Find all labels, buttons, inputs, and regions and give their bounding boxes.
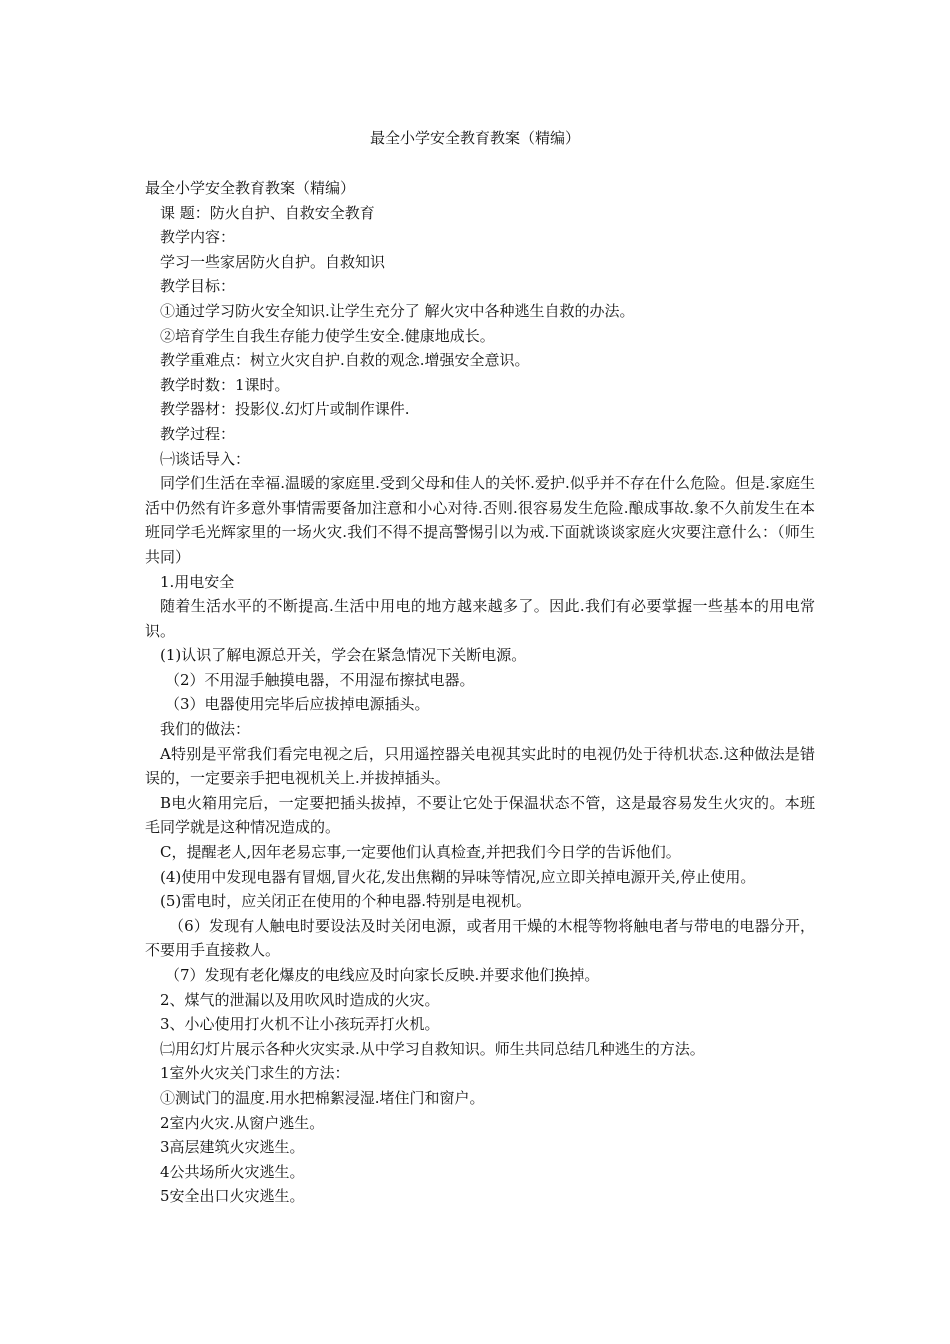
text-line: ㈡用幻灯片展示各种火灾实录.从中学习自救知识。师生共同总结几种逃生的方法。 [160,1039,705,1058]
text-line: (5)雷电时，应关闭正在使用的个种电器.特别是电视机。 [160,892,532,911]
text-line: ②培育学生自我生存能力使学生安全.健康地成长。 [160,326,495,345]
text-line: 教学器材：投影仪.幻灯片或制作课件. [160,400,410,419]
text-line: 最全小学安全教育教案（精编） [145,179,356,197]
text-line: （7）发现有老化爆皮的电线应及时向家长反映.并要求他们换掉。 [165,966,600,984]
text-line: 3高层建筑火灾逃生。 [160,1138,305,1157]
text-line [145,1209,815,1234]
text-line: 2室内火灾.从窗户逃生。 [160,1113,325,1132]
page-title: 最全小学安全教育教案（精编） [369,129,580,147]
text-line: 学习一些家居防火自护。自救知识 [160,252,386,271]
text-line: 教学目标： [160,277,236,296]
text-line: 2、煤气的泄漏以及用吹风时造成的火灾。 [160,990,440,1009]
text-line: 3、小心使用打火机不让小孩玩弄打火机。 [160,1015,440,1034]
text-line: C，提醒老人,因年老易忘事,一定要他们认真检查,并把我们今日学的告诉他们。 [160,843,681,862]
text-line: 课 题：防火自护、自救安全教育 [160,203,375,222]
text-line: 教学重难点：树立火灾自护.自救的观念.增强安全意识。 [160,351,530,370]
text-line: 教学时数：1课时。 [160,375,290,394]
text-line: ㈠谈话导入： [160,449,251,468]
paragraph: 随着生活水平的不断提高.生活中用电的地方越来越多了。因此.我们有必要掌握一些基本的用电常识。 [145,597,815,640]
text-line: 我们的做法： [160,720,251,739]
text-line: (4)使用中发现电器有冒烟,冒火花,发出焦糊的异味等情况,应立即关掉电源开关,停止使用。 [160,867,756,886]
text-line: （3）电器使用完毕后应拔掉电源插头。 [165,695,430,714]
text-line: 5安全出口火灾逃生。 [160,1187,305,1206]
text-line: ①通过学习防火安全知识.让学生充分了 解火灾中各种逃生自救的办法。 [160,301,635,320]
paragraph: A特别是平常我们看完电视之后，只用遥控器关电视其实此时的电视仍处于待机状态.这种做法是错误的，一定要亲手把电视机关上.并拔掉插头。 [145,744,815,788]
text-line: 1.用电安全 [160,572,235,591]
paragraph: B电火箱用完后，一定要把插头拔掉，不要让它处于保温状态不管，这是最容易发生火灾的。本班毛同学就是这种情况造成的。 [145,793,815,837]
text-line: 4公共场所火灾逃生。 [160,1162,305,1181]
text-line: 教学内容： [160,228,236,247]
text-line: (1)认识了解电源总开关，学会在紧急情况下关断电源。 [160,646,527,665]
paragraph: （6）发现有人触电时要设法及时关闭电源，或者用干燥的木棍等物将触电者与带电的电器分开，不要用手直接救人。 [145,916,815,960]
document-body [145,176,815,1234]
text-line: （2）不用湿手触摸电器，不用湿布擦拭电器。 [165,670,475,689]
text-line: ①测试门的温度.用水把棉絮浸湿.堵住门和窗户。 [160,1088,485,1107]
paragraph: 同学们生活在幸福.温暖的家庭里.受到父母和佳人的关怀.爱护.似乎并不存在什么危险。但是.家庭生活中仍然有许多意外事情需要备加注意和小心对待.否则.很容易发生危险.酿成事故.象不久前发生在本班同学毛光辉家里的一场火灾.我们不得不提高警惕引以为戒.下面就谈谈家庭火灾要注意什么：（师生共同） [145,474,815,566]
text-line: 教学过程： [160,424,236,443]
text-line: 1室外火灾关门求生的方法： [160,1064,350,1083]
